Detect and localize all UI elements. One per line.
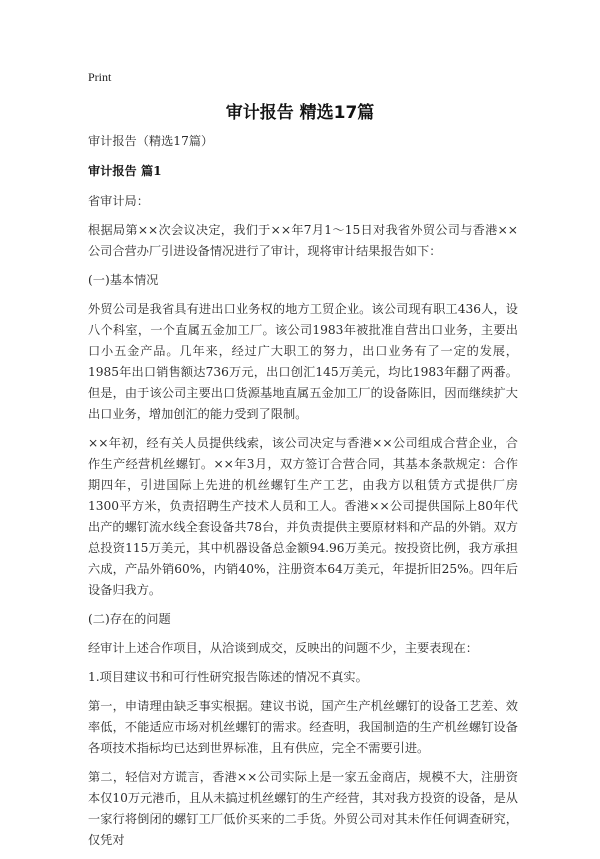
page-title: 审计报告 精选17篇 <box>225 103 375 123</box>
salutation: 省审计局： <box>88 194 149 208</box>
subheading-problems: (二)存在的问题 <box>88 612 171 626</box>
body-paragraph: ××年初，经有关人员提供线索，该公司决定与香港××公司组成合营企业，合作生产经营机丝螺钉。××年3月，双方签订合营合同，其基本条款规定：合作期四年，引进国际上先进的机丝螺钉生产工艺，由我方以租赁方式提供厂房1300平方米，负责招聘生产技术人员和工人。香港××公司提供国际上80年代出产的螺钉流水线全套设备共78台，并负责提供主要原材料和产品的外销。双方总投资115万美元，其中机器设备总金额94.96万美元。按投资比例，我方承担六成，产品外销60%，内销40%，注册资本64万美元，年提折旧25%。四年后设备归我方。 <box>88 436 518 597</box>
numbered-point: 1.项目建议书和可行性研究报告陈述的情况不真实。 <box>88 670 368 684</box>
subheading-basic-info: (一)基本情况 <box>88 273 159 287</box>
document-body <box>88 131 518 859</box>
section-heading: 审计报告 篇1 <box>88 164 162 178</box>
body-paragraph: 第二，轻信对方谎言，香港××公司实际上是一家五金商店，规模不大，注册资本仅10万元港币，且从未搞过机丝螺钉的生产经营，其对我方投资的设备，是从一家行将倒闭的螺钉工厂低价买来的二手货。外贸公司对其未作任何调查研究，仅凭对 <box>88 770 518 847</box>
body-paragraph: 外贸公司是我省具有进出口业务权的地方工贸企业。该公司现有职工436人，设八个科室，一个直属五金加工厂。该公司1983年被批准自营出口业务，主要出口小五金产品。几年来，经过广大职工的努力，出口业务有了一定的发展，1985年出口销售额达736万元，出口创汇145万美元，均比1983年翻了两番。但是，由于该公司主要出口货源基地直属五金加工厂的设备陈旧，因而继续扩大出口业务，增加创汇的能力受到了限制。 <box>88 302 518 421</box>
body-paragraph: 根据局第××次会议决定，我们于××年7月1～15日对我省外贸公司与香港××公司合营办厂引进设备情况进行了审计，现将审计结果报告如下： <box>88 223 518 258</box>
print-label: Print <box>88 70 112 84</box>
body-paragraph: 第一，申请理由缺乏事实根据。建议书说，国产生产机丝螺钉的设备工艺差、效率低，不能适应市场对机丝螺钉的需求。经查明，我国制造的生产机丝螺钉设备各项技术指标均已达到世界标准，且有供应，完全不需要引进。 <box>88 699 518 755</box>
document-subtitle: 审计报告（精选17篇） <box>88 134 214 148</box>
body-paragraph: 经审计上述合作项目，从洽谈到成交，反映出的问题不少，主要表现在： <box>88 641 478 655</box>
